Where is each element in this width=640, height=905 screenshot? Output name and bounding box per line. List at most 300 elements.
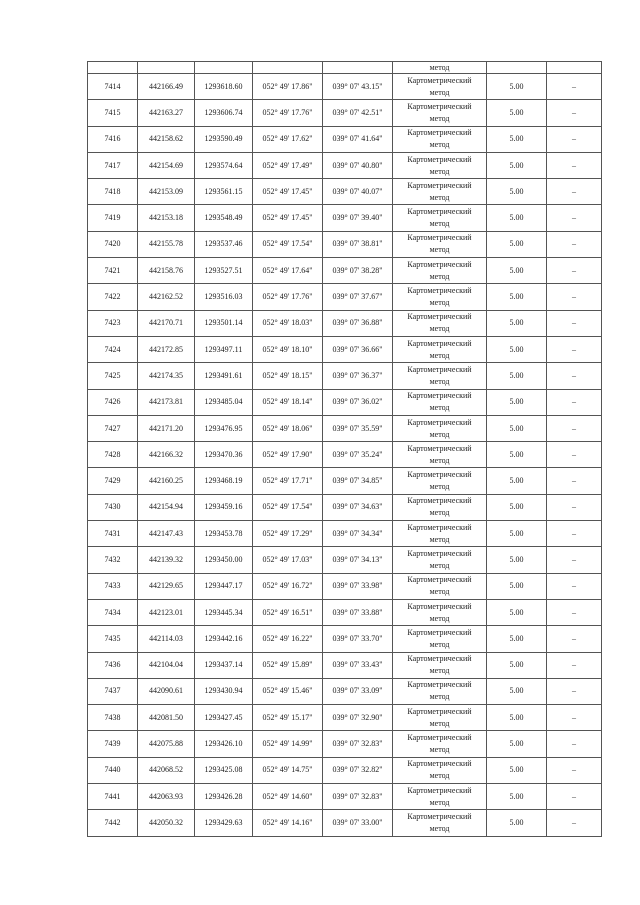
x-coordinate-cell: 442171.20 [138,415,195,441]
y-coordinate-cell: 1293430.94 [195,678,253,704]
longitude-cell: 039° 07' 33.98" [323,573,393,599]
x-coordinate-cell: 442154.69 [138,152,195,178]
x-coordinate-cell: 442172.85 [138,336,195,362]
method-label-line2: метод [429,166,450,176]
method-label-line1: Картометрический [407,101,472,111]
x-coordinate-cell: 442166.32 [138,442,195,468]
longitude-cell: 039° 07' 37.67" [323,284,393,310]
method-cell [393,442,487,468]
accuracy-cell: 5.00 [487,626,547,652]
dash-cell: – [547,258,602,284]
method-cell [393,310,487,336]
dash-cell: – [547,757,602,783]
dash-cell: – [547,284,602,310]
y-coordinate-cell: 1293561.15 [195,179,253,205]
point-number-cell: 7424 [88,336,138,362]
table-row [88,757,602,783]
dash-cell: – [547,100,602,126]
x-coordinate-cell: 442154.94 [138,494,195,520]
x-coordinate-cell: 442173.81 [138,389,195,415]
point-number-cell: 7414 [88,74,138,100]
x-coordinate-cell: 442160.25 [138,468,195,494]
accuracy-cell: 5.00 [487,442,547,468]
longitude-cell: 039° 07' 34.63" [323,494,393,520]
method-cell [393,152,487,178]
coordinates-table [87,61,602,837]
dash-cell: – [547,705,602,731]
accuracy-cell: 5.00 [487,757,547,783]
table-row [88,705,602,731]
method-cell: метод [393,62,487,74]
accuracy-cell: 5.00 [487,731,547,757]
latitude-cell: 052° 49' 17.54" [253,231,323,257]
method-label-line2: метод [429,692,450,702]
method-label-line2: метод [429,666,450,676]
accuracy-cell: 5.00 [487,310,547,336]
accuracy-cell: 5.00 [487,74,547,100]
x-coordinate-cell: 442166.49 [138,74,195,100]
method-cell [393,468,487,494]
table-row [88,599,602,625]
latitude-cell: 052° 49' 16.51" [253,599,323,625]
accuracy-cell: 5.00 [487,205,547,231]
method-label-line2: метод [429,219,450,229]
method-label-line2: метод [429,745,450,755]
point-number-cell: 7429 [88,468,138,494]
method-label-line1: Картометрический [407,811,472,821]
method-cell [393,179,487,205]
table-row [88,74,602,100]
longitude-cell: 039° 07' 41.64" [323,126,393,152]
longitude-cell: 039° 07' 33.88" [323,599,393,625]
method-label-line2: метод [429,771,450,781]
table-row [88,152,602,178]
latitude-cell: 052° 49' 15.46" [253,678,323,704]
method-cell [393,784,487,810]
accuracy-cell: 5.00 [487,231,547,257]
method-label-line1: Картометрический [407,601,472,611]
latitude-cell: 052° 49' 17.64" [253,258,323,284]
point-number-cell: 7425 [88,363,138,389]
accuracy-cell: 5.00 [487,389,547,415]
table-row [88,547,602,573]
dash-cell: – [547,731,602,757]
accuracy-cell: 5.00 [487,494,547,520]
y-coordinate-cell: 1293445.34 [195,599,253,625]
latitude-cell: 052° 49' 17.86" [253,74,323,100]
method-label-line2: метод [429,560,450,570]
dash-cell: – [547,442,602,468]
dash-cell: – [547,363,602,389]
longitude-cell: 039° 07' 35.24" [323,442,393,468]
table-row [88,494,602,520]
point-number-cell: 7432 [88,547,138,573]
longitude-cell: 039° 07' 38.81" [323,231,393,257]
longitude-cell: 039° 07' 36.37" [323,363,393,389]
point-number-cell: 7416 [88,126,138,152]
method-label-line2: метод [429,113,450,123]
x-coordinate-cell: 442162.52 [138,284,195,310]
method-label-line2: метод [429,613,450,623]
method-label-line2: метод [429,87,450,97]
method-cell [393,599,487,625]
method-cell [393,521,487,547]
point-number-cell: 7430 [88,494,138,520]
method-cell [393,652,487,678]
method-label-line2: метод [429,587,450,597]
y-coordinate-cell: 1293426.10 [195,731,253,757]
longitude-cell: 039° 07' 33.70" [323,626,393,652]
method-label-line2: метод [429,455,450,465]
method-label-line1: Картометрический [407,154,472,164]
method-cell [393,678,487,704]
point-number-cell: 7438 [88,705,138,731]
dash-cell: – [547,494,602,520]
latitude-cell: 052° 49' 17.03" [253,547,323,573]
accuracy-cell: 5.00 [487,284,547,310]
latitude-cell: 052° 49' 14.99" [253,731,323,757]
point-number-cell: 7423 [88,310,138,336]
method-cell [393,757,487,783]
latitude-cell: 052° 49' 17.45" [253,205,323,231]
latitude-cell: 052° 49' 15.89" [253,652,323,678]
method-label-line1: Картометрический [407,233,472,243]
table-row [88,310,602,336]
table-row [88,652,602,678]
dash-cell: – [547,336,602,362]
method-label-line1: Картометрический [407,654,472,664]
point-number-cell: 7428 [88,442,138,468]
x-coordinate-cell: 442155.78 [138,231,195,257]
method-label-line1: Картометрический [407,391,472,401]
method-label-line2: метод [429,245,450,255]
header-cell [138,62,195,74]
latitude-cell: 052° 49' 15.17" [253,705,323,731]
y-coordinate-cell: 1293447.17 [195,573,253,599]
table-row [88,784,602,810]
method-cell [393,284,487,310]
latitude-cell: 052° 49' 14.16" [253,810,323,836]
header-cell [88,62,138,74]
accuracy-cell: 5.00 [487,678,547,704]
method-cell [393,74,487,100]
latitude-cell: 052° 49' 17.45" [253,179,323,205]
accuracy-cell: 5.00 [487,336,547,362]
y-coordinate-cell: 1293618.60 [195,74,253,100]
method-label-line1: Картометрический [407,733,472,743]
x-coordinate-cell: 442153.18 [138,205,195,231]
longitude-cell: 039° 07' 33.00" [323,810,393,836]
x-coordinate-cell: 442050.32 [138,810,195,836]
dash-cell: – [547,415,602,441]
method-label-line2: метод [429,534,450,544]
point-number-cell: 7435 [88,626,138,652]
header-cell [547,62,602,74]
y-coordinate-cell: 1293442.16 [195,626,253,652]
latitude-cell: 052° 49' 18.03" [253,310,323,336]
method-label-line2: метод [429,298,450,308]
longitude-cell: 039° 07' 42.51" [323,100,393,126]
accuracy-cell: 5.00 [487,810,547,836]
dash-cell: – [547,74,602,100]
y-coordinate-cell: 1293437.14 [195,652,253,678]
method-cell [393,231,487,257]
table-row [88,626,602,652]
point-number-cell: 7437 [88,678,138,704]
y-coordinate-cell: 1293427.45 [195,705,253,731]
method-label-line1: Картометрический [407,180,472,190]
method-label-line1: Картометрический [407,706,472,716]
longitude-cell: 039° 07' 36.88" [323,310,393,336]
y-coordinate-cell: 1293425.08 [195,757,253,783]
dash-cell: – [547,810,602,836]
method-label-line2: метод [429,508,450,518]
header-cell [253,62,323,74]
longitude-cell: 039° 07' 32.83" [323,731,393,757]
method-cell [393,258,487,284]
dash-cell: – [547,599,602,625]
header-cell [323,62,393,74]
method-label-line1: Картометрический [407,128,472,138]
latitude-cell: 052° 49' 17.49" [253,152,323,178]
table-row [88,810,602,836]
method-cell [393,415,487,441]
accuracy-cell: 5.00 [487,126,547,152]
method-label-line1: Картометрический [407,522,472,532]
method-label-line2: метод [429,639,450,649]
accuracy-cell: 5.00 [487,599,547,625]
method-cell [393,363,487,389]
table-row [88,363,602,389]
y-coordinate-cell: 1293516.03 [195,284,253,310]
method-label-line2: метод [429,797,450,807]
table-row [88,415,602,441]
method-cell [393,100,487,126]
x-coordinate-cell: 442147.43 [138,521,195,547]
method-label-line1: Картометрический [407,759,472,769]
x-coordinate-cell: 442090.61 [138,678,195,704]
accuracy-cell: 5.00 [487,784,547,810]
latitude-cell: 052° 49' 17.76" [253,284,323,310]
method-label-line1: Картометрический [407,443,472,453]
method-label-line2: метод [429,376,450,386]
y-coordinate-cell: 1293459.16 [195,494,253,520]
y-coordinate-cell: 1293574.64 [195,152,253,178]
x-coordinate-cell: 442129.65 [138,573,195,599]
table-row [88,521,602,547]
table-row [88,468,602,494]
method-label-line2: метод [429,718,450,728]
method-label-line2: метод [429,350,450,360]
point-number-cell: 7442 [88,810,138,836]
dash-cell: – [547,784,602,810]
table-row [88,573,602,599]
latitude-cell: 052° 49' 17.54" [253,494,323,520]
accuracy-cell: 5.00 [487,152,547,178]
method-cell [393,389,487,415]
point-number-cell: 7421 [88,258,138,284]
accuracy-cell: 5.00 [487,547,547,573]
dash-cell: – [547,205,602,231]
dash-cell: – [547,126,602,152]
method-label-line2: метод [429,324,450,334]
latitude-cell: 052° 49' 17.90" [253,442,323,468]
y-coordinate-cell: 1293491.61 [195,363,253,389]
method-label-line2: метод [429,823,450,833]
method-label-line1: Картометрический [407,364,472,374]
accuracy-cell: 5.00 [487,415,547,441]
y-coordinate-cell: 1293485.04 [195,389,253,415]
method-label-line1: Картометрический [407,496,472,506]
x-coordinate-cell: 442170.71 [138,310,195,336]
table-row [88,678,602,704]
method-cell [393,205,487,231]
method-cell [393,336,487,362]
table-row [88,179,602,205]
latitude-cell: 052° 49' 18.15" [253,363,323,389]
longitude-cell: 039° 07' 32.82" [323,757,393,783]
longitude-cell: 039° 07' 36.02" [323,389,393,415]
longitude-cell: 039° 07' 38.28" [323,258,393,284]
x-coordinate-cell: 442153.09 [138,179,195,205]
point-number-cell: 7417 [88,152,138,178]
longitude-cell: 039° 07' 35.59" [323,415,393,441]
x-coordinate-cell: 442114.03 [138,626,195,652]
longitude-cell: 039° 07' 36.66" [323,336,393,362]
accuracy-cell: 5.00 [487,573,547,599]
table-row [88,100,602,126]
latitude-cell: 052° 49' 17.29" [253,521,323,547]
y-coordinate-cell: 1293453.78 [195,521,253,547]
method-label-line1: Картометрический [407,75,472,85]
dash-cell: – [547,573,602,599]
point-number-cell: 7427 [88,415,138,441]
point-number-cell: 7426 [88,389,138,415]
latitude-cell: 052° 49' 16.72" [253,573,323,599]
method-label-line1: Картометрический [407,680,472,690]
longitude-cell: 039° 07' 43.15" [323,74,393,100]
y-coordinate-cell: 1293590.49 [195,126,253,152]
y-coordinate-cell: 1293470.36 [195,442,253,468]
y-coordinate-cell: 1293429.63 [195,810,253,836]
dash-cell: – [547,310,602,336]
y-coordinate-cell: 1293426.28 [195,784,253,810]
y-coordinate-cell: 1293527.51 [195,258,253,284]
latitude-cell: 052° 49' 18.14" [253,389,323,415]
dash-cell: – [547,231,602,257]
point-number-cell: 7422 [88,284,138,310]
method-label-line1: Картометрический [407,312,472,322]
accuracy-cell: 5.00 [487,363,547,389]
latitude-cell: 052° 49' 18.06" [253,415,323,441]
method-cell [393,126,487,152]
latitude-cell: 052° 49' 18.10" [253,336,323,362]
x-coordinate-cell: 442158.76 [138,258,195,284]
accuracy-cell: 5.00 [487,652,547,678]
method-label-line1: Картометрический [407,338,472,348]
longitude-cell: 039° 07' 40.07" [323,179,393,205]
y-coordinate-cell: 1293548.49 [195,205,253,231]
point-number-cell: 7418 [88,179,138,205]
y-coordinate-cell: 1293476.95 [195,415,253,441]
method-cell [393,731,487,757]
x-coordinate-cell: 442163.27 [138,100,195,126]
method-cell [393,810,487,836]
dash-cell: – [547,626,602,652]
longitude-cell: 039° 07' 40.80" [323,152,393,178]
longitude-cell: 039° 07' 39.40" [323,205,393,231]
latitude-cell: 052° 49' 17.76" [253,100,323,126]
method-label-line2: метод [429,192,450,202]
method-label-line1: Картометрический [407,548,472,558]
accuracy-cell: 5.00 [487,258,547,284]
method-label-line2: метод [429,403,450,413]
dash-cell: – [547,468,602,494]
dash-cell: – [547,521,602,547]
point-number-cell: 7439 [88,731,138,757]
accuracy-cell: 5.00 [487,521,547,547]
latitude-cell: 052° 49' 14.75" [253,757,323,783]
x-coordinate-cell: 442081.50 [138,705,195,731]
dash-cell: – [547,678,602,704]
longitude-cell: 039° 07' 34.13" [323,547,393,573]
x-coordinate-cell: 442174.35 [138,363,195,389]
longitude-cell: 039° 07' 34.34" [323,521,393,547]
x-coordinate-cell: 442158.62 [138,126,195,152]
method-label-line2: метод [429,140,450,150]
x-coordinate-cell: 442068.52 [138,757,195,783]
point-number-cell: 7440 [88,757,138,783]
table-row [88,442,602,468]
method-cell [393,705,487,731]
point-number-cell: 7415 [88,100,138,126]
longitude-cell: 039° 07' 33.43" [323,652,393,678]
x-coordinate-cell: 442063.93 [138,784,195,810]
y-coordinate-cell: 1293501.14 [195,310,253,336]
header-cell [487,62,547,74]
method-label-line1: Картометрический [407,785,472,795]
latitude-cell: 052° 49' 17.62" [253,126,323,152]
y-coordinate-cell: 1293468.19 [195,468,253,494]
point-number-cell: 7419 [88,205,138,231]
table-row [88,126,602,152]
longitude-cell: 039° 07' 32.83" [323,784,393,810]
header-cell [195,62,253,74]
method-label-line1: Картометрический [407,286,472,296]
table-row [88,284,602,310]
table-row [88,731,602,757]
dash-cell: – [547,652,602,678]
point-number-cell: 7420 [88,231,138,257]
dash-cell: – [547,547,602,573]
method-label-line1: Картометрический [407,207,472,217]
point-number-cell: 7431 [88,521,138,547]
method-label-line2: метод [429,429,450,439]
x-coordinate-cell: 442123.01 [138,599,195,625]
method-label-line2: метод [429,271,450,281]
x-coordinate-cell: 442075.88 [138,731,195,757]
method-label-line2: метод [429,482,450,492]
method-cell [393,494,487,520]
longitude-cell: 039° 07' 33.09" [323,678,393,704]
table-row [88,336,602,362]
y-coordinate-cell: 1293537.46 [195,231,253,257]
latitude-cell: 052° 49' 16.22" [253,626,323,652]
method-cell [393,626,487,652]
method-label-line1: Картометрический [407,417,472,427]
method-cell [393,573,487,599]
y-coordinate-cell: 1293497.11 [195,336,253,362]
